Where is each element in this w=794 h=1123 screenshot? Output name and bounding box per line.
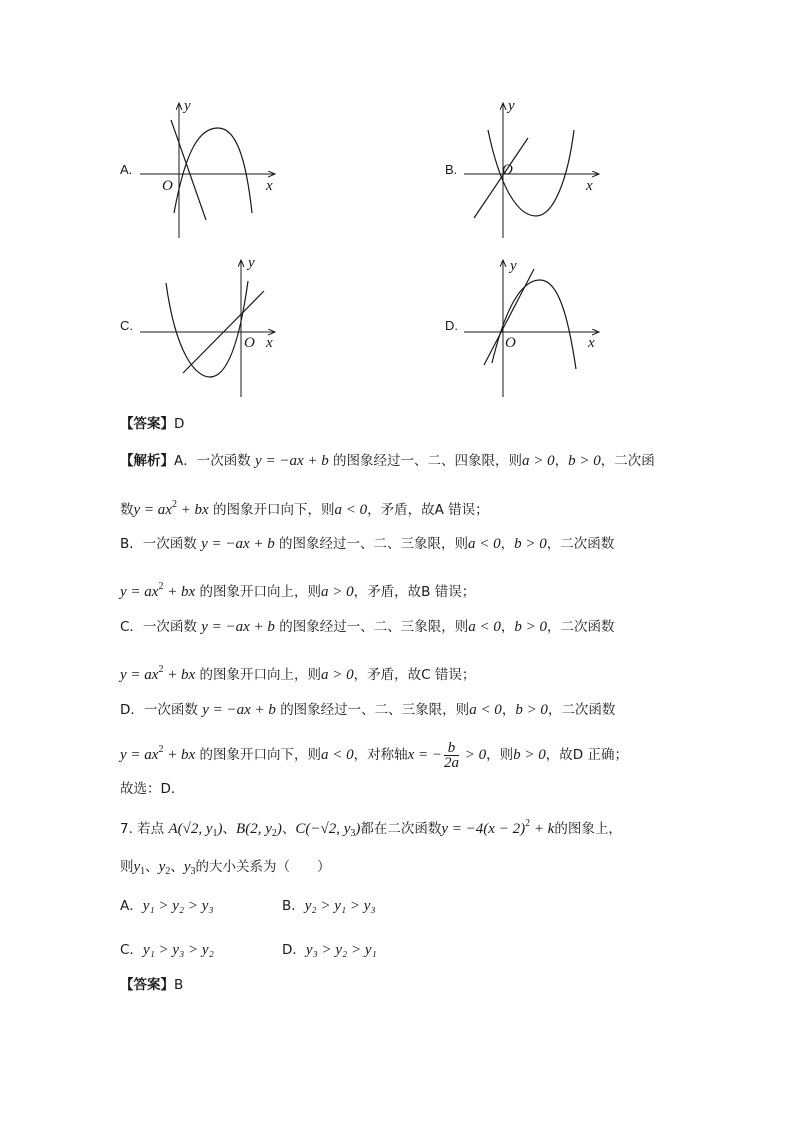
cond: b > 0 — [513, 747, 546, 763]
graph-a — [138, 98, 288, 243]
y-label: y — [184, 98, 191, 114]
point-b: B(2, $y_2$) — [236, 821, 282, 839]
quad-fn: $y = ax^2$ + bx — [120, 664, 196, 683]
cond: b > 0 — [515, 702, 548, 718]
analysis-c-line1 — [120, 617, 614, 637]
sep: ， — [547, 702, 562, 718]
text: ，矛盾，故B 错误； — [353, 584, 476, 600]
cond: b > 0 — [568, 453, 601, 469]
point-a: A(√2, $y_1$) — [168, 821, 223, 839]
q7-stem-line2: 则$y_1$、$y_2$、$y_3$的大小关系为（ ） — [120, 859, 331, 877]
sym-gt: > 0 — [461, 747, 487, 763]
text: 都在二次函数 — [360, 821, 442, 837]
parabola — [166, 281, 248, 377]
analysis-tag: 【解析】 — [120, 453, 174, 469]
text: 的图象开口向上，则 — [199, 584, 322, 600]
q6-answer — [120, 414, 184, 434]
text: 则 — [120, 859, 134, 875]
cond: a > 0 — [522, 453, 555, 469]
text: 的图象经过一、二、三象限，则 — [279, 619, 469, 635]
point-c: C(−√2, $y_3$) — [295, 821, 361, 839]
sep: ， — [546, 619, 561, 635]
sep: ， — [501, 702, 516, 718]
text: 二次函数 — [560, 619, 615, 635]
text: 二次函数 — [561, 702, 616, 718]
text: ，矛盾，故A 错误； — [367, 502, 489, 518]
sep: 、 — [281, 821, 296, 837]
line — [474, 138, 528, 218]
sep: 、 — [222, 821, 237, 837]
fraction: $\frac{b}{2a}$ — [444, 739, 460, 771]
cond: b > 0 — [514, 619, 547, 635]
text: A．一次函数 — [174, 453, 251, 469]
linear-fn: y = −ax + b — [201, 536, 275, 552]
y-label: y — [508, 98, 515, 114]
answer-value: D — [174, 416, 185, 432]
cond: a < 0 — [321, 747, 354, 763]
analysis-a-line2 — [120, 495, 489, 520]
cond: a < 0 — [468, 536, 501, 552]
linear-fn: y = −ax + b — [255, 453, 329, 469]
text: ，对称轴 — [353, 747, 408, 763]
linear-fn: y = −ax + b — [201, 619, 275, 635]
cond: a > 0 — [321, 584, 354, 600]
option-c[interactable]: C．y₁ > y₃ > y₂ — [120, 942, 214, 958]
q7-stem-line1 — [120, 814, 622, 844]
text: 二次函数 — [560, 536, 615, 552]
quad-fn: $y = ax^2$ + bx — [120, 744, 196, 763]
graph-c-label: C. — [120, 318, 133, 333]
answer-value: B — [174, 977, 184, 993]
quad-fn: $y = ax^2$ + bx — [120, 581, 196, 600]
text: ，故D 正确； — [545, 747, 628, 763]
text: 的图象经过一、二、三象限，则 — [279, 536, 469, 552]
sep: ， — [500, 619, 515, 635]
answer-tag: 【答案】 — [120, 416, 174, 432]
sep: ， — [554, 453, 569, 469]
cond: a < 0 — [469, 702, 502, 718]
text: 的图象开口向下，则 — [213, 502, 335, 518]
var-y1: $y_1$ — [133, 859, 146, 877]
line — [171, 120, 206, 220]
option-d[interactable]: D．y₃ > y₂ > y₁ — [282, 942, 377, 958]
linear-fn: y = −ax + b — [202, 702, 276, 718]
x-label: x — [266, 335, 273, 351]
text: 的图象经过一、二、三象限，则 — [280, 702, 470, 718]
answer-tag: 【答案】 — [120, 977, 174, 993]
text: 数 — [120, 502, 134, 518]
graph-d — [462, 255, 612, 400]
graph-a-label: A. — [120, 162, 133, 177]
origin-label: O — [244, 335, 255, 351]
text: 的图象开口向下，则 — [199, 747, 322, 763]
q7-fn: $y = -4(x - 2)^2 + k$ — [441, 818, 555, 837]
analysis-b-line1 — [120, 534, 614, 554]
origin-label: O — [502, 162, 513, 178]
analysis-d-line2 — [120, 736, 628, 770]
sep: ， — [600, 453, 615, 469]
text: ，矛盾，故C 错误； — [353, 667, 476, 683]
text: 的图象开口向上，则 — [199, 667, 322, 683]
quad-fn: $y = ax^2$ + bx — [133, 499, 209, 518]
parabola — [174, 128, 252, 213]
text: D．一次函数 — [120, 702, 198, 718]
text: B．一次函数 — [120, 536, 197, 552]
y-label: y — [248, 255, 255, 271]
var-y2: $y_2$ — [158, 859, 171, 877]
x-label: x — [588, 335, 595, 351]
origin-label: O — [162, 178, 173, 194]
graph-b-label: B. — [445, 162, 458, 177]
analysis-c-line2 — [120, 660, 475, 685]
sym-axis: x = − — [407, 747, 443, 763]
graph-d-label: D. — [445, 318, 458, 333]
conclusion: 故选：D． — [120, 781, 185, 797]
cond: a < 0 — [468, 619, 501, 635]
q7-number: 7. 若点 — [120, 821, 165, 837]
cond: a < 0 — [334, 502, 368, 518]
option-a[interactable]: A．y₁ > y₂ > y₃ — [120, 898, 214, 914]
x-label: x — [586, 178, 593, 194]
graph-c — [138, 255, 288, 400]
sep: ， — [500, 536, 515, 552]
text: ，则 — [486, 747, 514, 763]
y-label: y — [510, 258, 517, 274]
text: 的图象上， — [554, 821, 622, 837]
analysis-d-line1 — [120, 700, 615, 720]
origin-label: O — [505, 335, 516, 351]
x-label: x — [266, 178, 273, 194]
cond: b > 0 — [514, 536, 547, 552]
analysis-b-line2 — [120, 577, 475, 602]
text: C．一次函数 — [120, 619, 197, 635]
analysis-a-line1 — [120, 451, 655, 471]
sep: ， — [546, 536, 561, 552]
text: 二次函 — [614, 453, 655, 469]
parabola — [488, 130, 574, 216]
text: 的图象经过一、二、四象限，则 — [333, 453, 523, 469]
text: 的大小关系为（ ） — [195, 859, 331, 875]
graph-b — [462, 98, 612, 243]
cond: a > 0 — [321, 667, 354, 683]
q7-answer — [120, 975, 183, 995]
var-y3: $y_3$ — [183, 859, 196, 877]
option-b[interactable]: B．y₂ > y₁ > y₃ — [282, 898, 376, 914]
